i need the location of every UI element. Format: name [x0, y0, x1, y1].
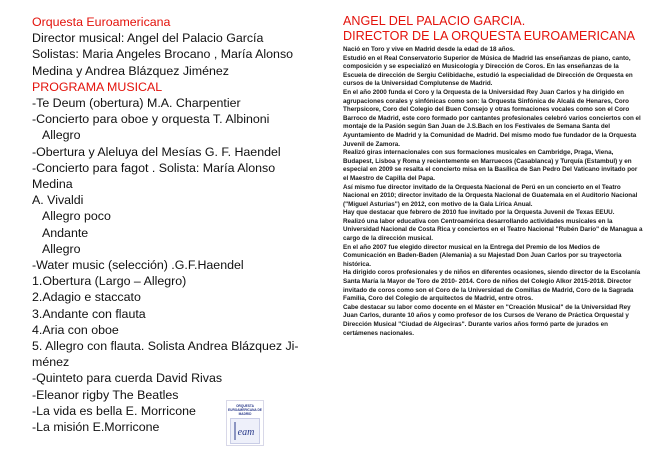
bio-paragraph: Nació en Toro y vive en Madrid desde la edad de 18 años. [343, 46, 515, 53]
program-line: 3.Andante con flauta [32, 306, 146, 321]
bio-paragraph: Cabe destacar su labor como docente en el Máster en "Creación Musical" de la Universidad Rey Juan Carlos, durante 10 años y como profesor de los Cursos de Verano de Práctica Orquestal y Dirección Musical "Ciudad de Algeciras". Durante varios años formó parte de jurados en certámenes nacionales. [343, 303, 631, 337]
program-line: Allegro poco [42, 209, 111, 224]
program-line: -Obertura y Aleluya del Mesías G. F. Haendel [32, 144, 281, 159]
logo-caption: ORQUESTA EUROAMERICANA DE MADRID [228, 404, 262, 416]
program-line: -Concierto para fagot . Solista: María Alonso [32, 160, 276, 175]
bio-paragraph: Realizó una labor educativa con Centroamérica desarrollando actividades musicales en la Universidad Nacional de Costa Rica y conciertos en el Teatro Nacional "Rubén Darío" de Managua a cargo de la dirección musical. [343, 217, 643, 243]
program-line: -Quinteto para cuerda David Rivas [32, 371, 223, 386]
orchestra-name: Orquesta Euroamericana [32, 15, 171, 29]
program-line: ménez [32, 355, 70, 370]
program-line: Allegro [42, 128, 81, 143]
bio-subtitle: DIRECTOR DE LA ORQUESTA EUROAMERICANA [343, 29, 636, 43]
bio-paragraph: En el año 2000 funda el Coro y la Orquesta de la Universidad Rey Juan Carlos y ha dirigido en agrupaciones corales y sinfónicas como son: la Orquesta Sinfónica de Alcalá de Henares, Coro Therpsicore, Coro del Colegio del Buen Consejo y otras formaciones vocales como son el Coro Barroco de Madrid, este coro formado por cantantes profesionales celebró varios conciertos con el montaje de la Pasión según San Juan de J.S.Bach en los Festivales de Semana Santa del Ayuntamiento de Madrid y la Comunidad de Madrid. Del mismo modo fue fundador de la Orquesta Juvenil de Zamora. [343, 88, 641, 148]
program-line: -Concierto para oboe y orquesta T. Albinoni [32, 112, 270, 127]
bio-paragraph: Estudió en el Real Conservatorio Superior de Música de Madrid las enseñanzas de piano, canto, composición y se especializó en Musicología y Dirección de Coros. En las enseñanzas de la Escuela de dirección de Sergiu Celibidache, estudió la especialidad de Dirección de Orquesta en cursos de la Universidad Complutense de Madrid. [343, 54, 633, 88]
logo-mark-text: eam [237, 427, 255, 438]
bio-text [343, 46, 643, 338]
program-line: 5. Allegro con flauta. Solista Andrea Blázquez Ji- [32, 339, 299, 354]
bio-paragraph: En el año 2007 fue elegido director musical en la Entrega del Premio de los Medios de Comunicación en Baden-Baden (Alemania) a su Majestad Don Juan Carlos por su trayectoria histórica. [343, 243, 622, 268]
soloists-line-1: Solistas: Maria Angeles Brocano , María Alonso [32, 47, 294, 62]
program-line: 4.Aria con oboe [32, 322, 119, 337]
program-line: Allegro [42, 241, 81, 256]
bio-paragraph: Realizó giras internacionales con sus formaciones musicales en Cambridge, Praga, Viena, Budapest, Lisboa y Roma y recientemente en Marruecos (Casablanca) y Turquía (Estambul) y en especial en 2009 se resalta el concierto misa en la Basílica de San Pedro Del Vaticano invitado por el Maestro de Capilla del Papa. [343, 149, 638, 182]
program-line: -La vida es bella E. Morricone [32, 403, 196, 418]
program-heading: PROGRAMA MUSICAL [32, 79, 163, 94]
eam-logo [226, 400, 264, 446]
logo-mark [230, 418, 260, 444]
program-line: -Water music (selección) .G.F.Haendel [32, 258, 244, 273]
director-line: Director musical: Angel del Palacio García [32, 31, 264, 46]
bio-title: ANGEL DEL PALACIO GARCIA. [343, 14, 526, 28]
program-list [32, 95, 332, 435]
program-line: 1.Obertura (Largo – Allegro) [32, 274, 187, 289]
program-line: Medina [32, 177, 73, 192]
soloists-line-2: Medina y Andrea Blázquez Jiménez [32, 63, 229, 78]
program-column [32, 14, 332, 435]
program-line: -Te Deum (obertura) M.A. Charpentier [32, 96, 241, 111]
program-line: -Eleanor rigby The Beatles [32, 387, 179, 402]
program-line: Andante [42, 225, 89, 240]
bio-paragraph: Así mismo fue director invitado de la Orquesta Nacional de Perú en un concierto en el Teatro Nacional en 2010; director invitado de la Orquesta Nacional de Guatemala en el Auditorio Nacional ("Miguel Asturias") en 2012, con motivo de la Gala Lírica Anual. [343, 183, 638, 208]
program-line: 2.Adagio e staccato [32, 290, 141, 305]
bio-paragraph: Hay que destacar que febrero de 2010 fue invitado por la Orquesta Juvenil de Texas EEUU. [343, 209, 615, 217]
program-line: -La misión E.Morricone [32, 420, 160, 435]
program-line: A. Vivaldi [32, 193, 84, 208]
bio-paragraph: Ha dirigido coros profesionales y de niños en diferentes ocasiones, siendo director de la Escolanía Santa María la Mayor de Toro de 2010- 2014. Coro de niños del Colegio Alkor 2015-2018. Director invitado de coros como son el Coro de la Universidad de Comillas de Madrid, Coro de la Sagrada Familia, Coro del Colegio de arquitectos de Madrid, entre otros. [343, 269, 641, 303]
bio-column [343, 14, 643, 338]
